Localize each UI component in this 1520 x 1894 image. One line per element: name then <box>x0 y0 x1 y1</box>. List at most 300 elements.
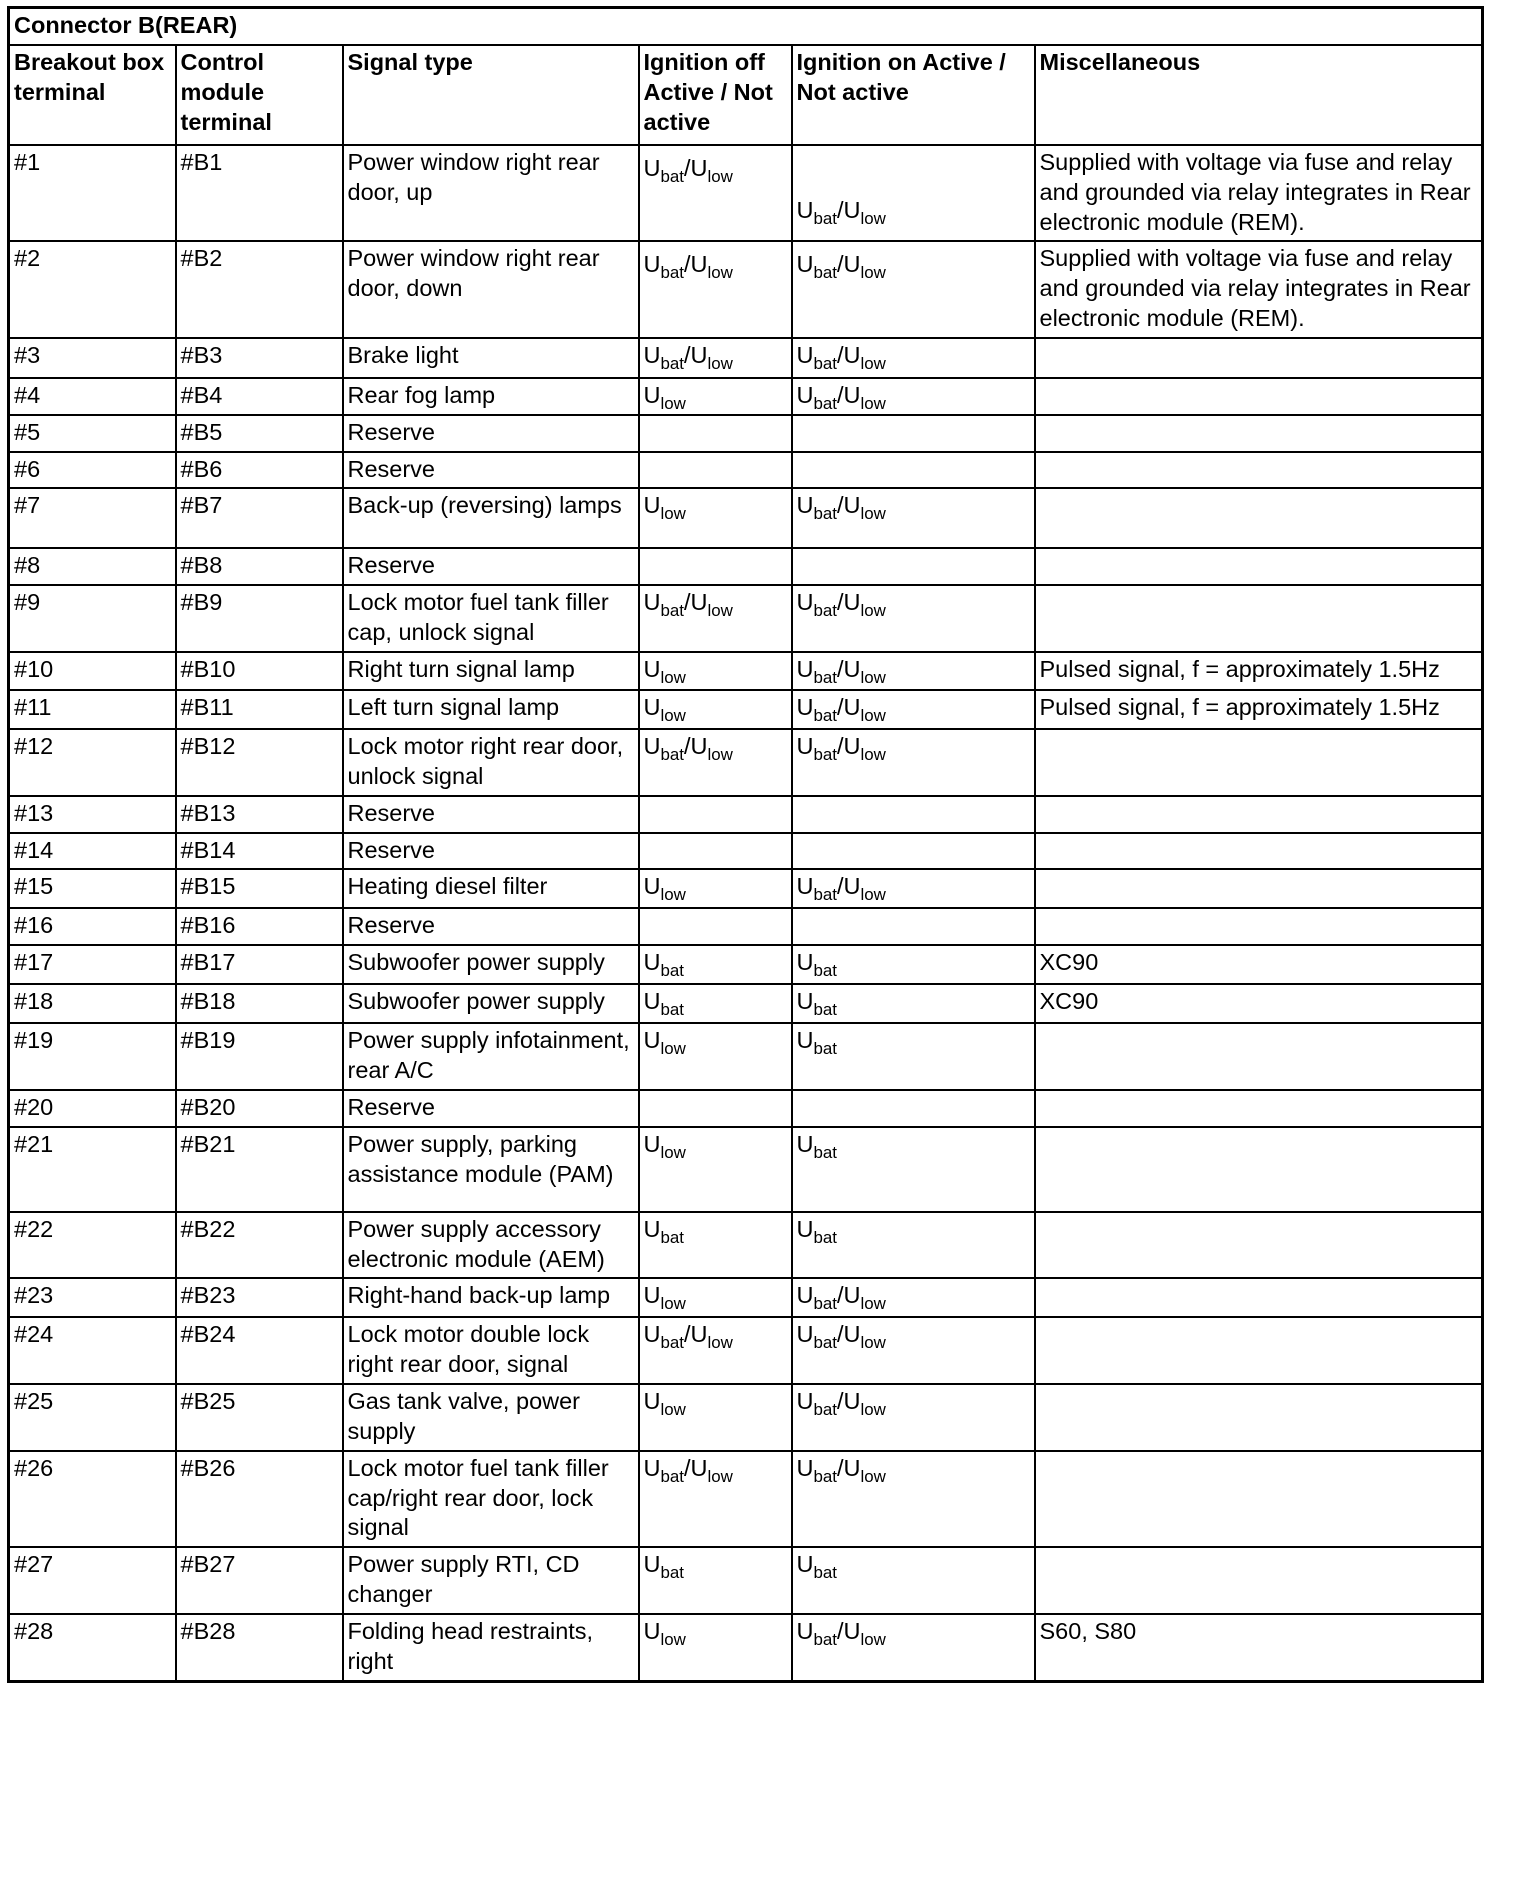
ignition-on-value <box>792 1451 1035 1548</box>
value-separator: / <box>684 589 691 616</box>
value-separator: / <box>837 492 844 519</box>
voltage-subscript: low <box>860 744 886 764</box>
voltage-symbol: U <box>843 1321 861 1348</box>
voltage-symbol: U <box>796 1215 814 1242</box>
voltage-symbol: U <box>690 589 708 616</box>
value-separator: / <box>684 1454 691 1481</box>
ignition-off-value <box>639 145 792 242</box>
voltage-symbol: U <box>643 381 661 408</box>
miscellaneous-cell: XC90 <box>1035 984 1483 1023</box>
breakout-terminal-cell: #17 <box>9 945 176 984</box>
signal-type-cell: Gas tank valve, power supply <box>343 1384 639 1451</box>
voltage-subscript: low <box>860 885 886 905</box>
voltage-subscript: low <box>707 744 733 764</box>
signal-type-cell: Reserve <box>343 415 639 452</box>
voltage-subscript: bat <box>813 1227 837 1247</box>
ignition-off-value <box>639 1090 792 1127</box>
breakout-terminal-cell: #3 <box>9 338 176 378</box>
voltage-subscript: low <box>660 885 686 905</box>
voltage-symbol: U <box>843 341 861 368</box>
breakout-terminal-cell: #12 <box>9 729 176 796</box>
ignition-on-value <box>792 1278 1035 1317</box>
signal-type-cell: Lock motor fuel tank filler cap, unlock signal <box>343 585 639 652</box>
miscellaneous-cell <box>1035 869 1483 908</box>
voltage-symbol: U <box>690 251 708 278</box>
ignition-on-value <box>792 984 1035 1023</box>
control-module-terminal-cell: #B11 <box>176 690 343 729</box>
voltage-subscript: bat <box>813 1000 837 1020</box>
signal-type-cell: Left turn signal lamp <box>343 690 639 729</box>
header-signal-type: Signal type <box>343 45 639 145</box>
voltage-subscript: bat <box>660 263 684 283</box>
control-module-terminal-cell: #B24 <box>176 1317 343 1384</box>
connector-table-container <box>7 6 1481 1683</box>
voltage-subscript: bat <box>813 1142 837 1162</box>
table-row <box>9 1384 1483 1451</box>
header-ignition-off: Ignition off Active / Not active <box>639 45 792 145</box>
voltage-subscript: bat <box>660 1333 684 1353</box>
voltage-subscript: low <box>660 1142 686 1162</box>
miscellaneous-cell: Pulsed signal, f = approximately 1.5Hz <box>1035 690 1483 729</box>
voltage-subscript: low <box>660 1400 686 1420</box>
value-separator: / <box>837 251 844 278</box>
table-row <box>9 1317 1483 1384</box>
value-separator: / <box>837 732 844 759</box>
voltage-symbol: U <box>690 732 708 759</box>
voltage-subscript: bat <box>660 744 684 764</box>
table-row <box>9 1547 1483 1614</box>
miscellaneous-cell <box>1035 1451 1483 1548</box>
voltage-symbol: U <box>843 196 861 223</box>
miscellaneous-cell <box>1035 1127 1483 1212</box>
breakout-terminal-cell: #13 <box>9 796 176 833</box>
voltage-subscript: low <box>660 1294 686 1314</box>
value-separator: / <box>837 196 844 223</box>
breakout-terminal-cell: #4 <box>9 378 176 415</box>
ignition-off-value <box>639 1384 792 1451</box>
voltage-symbol: U <box>796 732 814 759</box>
voltage-symbol: U <box>843 655 861 682</box>
ignition-off-value <box>639 908 792 945</box>
voltage-symbol: U <box>796 1130 814 1157</box>
voltage-symbol: U <box>643 1551 661 1578</box>
table-title-row <box>9 8 1483 45</box>
ignition-on-value <box>792 1317 1035 1384</box>
signal-type-cell: Reserve <box>343 548 639 585</box>
voltage-subscript: bat <box>813 208 837 228</box>
control-module-terminal-cell: #B13 <box>176 796 343 833</box>
miscellaneous-cell: XC90 <box>1035 945 1483 984</box>
voltage-symbol: U <box>643 988 661 1015</box>
miscellaneous-cell <box>1035 548 1483 585</box>
table-row <box>9 945 1483 984</box>
signal-type-cell: Subwoofer power supply <box>343 945 639 984</box>
voltage-subscript: bat <box>813 961 837 981</box>
voltage-subscript: low <box>860 667 886 687</box>
value-separator: / <box>837 655 844 682</box>
signal-type-cell: Power window right rear door, up <box>343 145 639 242</box>
signal-type-cell: Lock motor double lock right rear door, signal <box>343 1317 639 1384</box>
voltage-symbol: U <box>643 341 661 368</box>
voltage-symbol: U <box>643 589 661 616</box>
voltage-symbol: U <box>796 341 814 368</box>
signal-type-cell: Power supply infotainment, rear A/C <box>343 1023 639 1090</box>
voltage-symbol: U <box>843 1388 861 1415</box>
signal-type-cell: Folding head restraints, right <box>343 1614 639 1681</box>
ignition-on-value <box>792 1023 1035 1090</box>
voltage-subscript: bat <box>660 1227 684 1247</box>
voltage-subscript: bat <box>813 601 837 621</box>
voltage-symbol: U <box>643 1282 661 1309</box>
voltage-subscript: low <box>660 504 686 524</box>
table-row <box>9 338 1483 378</box>
breakout-terminal-cell: #2 <box>9 241 176 338</box>
breakout-terminal-cell: #24 <box>9 1317 176 1384</box>
value-separator: / <box>837 381 844 408</box>
voltage-symbol: U <box>796 251 814 278</box>
voltage-subscript: bat <box>813 263 837 283</box>
voltage-symbol: U <box>796 655 814 682</box>
voltage-symbol: U <box>843 1282 861 1309</box>
signal-type-cell: Power supply RTI, CD changer <box>343 1547 639 1614</box>
voltage-symbol: U <box>643 1130 661 1157</box>
value-separator: / <box>684 1321 691 1348</box>
voltage-subscript: bat <box>813 1039 837 1059</box>
voltage-subscript: bat <box>813 1563 837 1583</box>
voltage-symbol: U <box>690 341 708 368</box>
voltage-symbol: U <box>643 949 661 976</box>
voltage-symbol: U <box>796 1551 814 1578</box>
breakout-terminal-cell: #5 <box>9 415 176 452</box>
ignition-on-value <box>792 1384 1035 1451</box>
table-row <box>9 1451 1483 1548</box>
signal-type-cell: Reserve <box>343 1090 639 1127</box>
voltage-subscript: bat <box>813 885 837 905</box>
ignition-off-value <box>639 796 792 833</box>
ignition-off-value <box>639 652 792 690</box>
miscellaneous-cell: Pulsed signal, f = approximately 1.5Hz <box>1035 652 1483 690</box>
header-control-module-terminal: Control module terminal <box>176 45 343 145</box>
miscellaneous-cell <box>1035 1278 1483 1317</box>
voltage-subscript: bat <box>813 353 837 373</box>
voltage-subscript: bat <box>660 1563 684 1583</box>
ignition-on-value <box>792 945 1035 984</box>
table-row <box>9 452 1483 489</box>
table-row <box>9 585 1483 652</box>
voltage-symbol: U <box>796 1282 814 1309</box>
voltage-subscript: low <box>860 208 886 228</box>
ignition-on-value <box>792 548 1035 585</box>
ignition-off-value <box>639 690 792 729</box>
control-module-terminal-cell: #B12 <box>176 729 343 796</box>
voltage-symbol: U <box>643 492 661 519</box>
voltage-symbol: U <box>796 873 814 900</box>
ignition-on-value <box>792 690 1035 729</box>
voltage-subscript: low <box>660 1039 686 1059</box>
breakout-terminal-cell: #10 <box>9 652 176 690</box>
table-row <box>9 488 1483 548</box>
voltage-subscript: bat <box>813 1333 837 1353</box>
signal-type-cell: Reserve <box>343 796 639 833</box>
voltage-symbol: U <box>796 988 814 1015</box>
voltage-symbol: U <box>643 1618 661 1644</box>
voltage-subscript: low <box>860 705 886 725</box>
ignition-on-value <box>792 488 1035 548</box>
voltage-symbol: U <box>796 1618 814 1644</box>
voltage-symbol: U <box>643 1321 661 1348</box>
value-separator: / <box>837 341 844 368</box>
breakout-terminal-cell: #9 <box>9 585 176 652</box>
breakout-terminal-cell: #20 <box>9 1090 176 1127</box>
table-row <box>9 378 1483 415</box>
control-module-terminal-cell: #B10 <box>176 652 343 690</box>
voltage-subscript: bat <box>813 705 837 725</box>
miscellaneous-cell: Supplied with voltage via fuse and relay and grounded via relay integrates in Rear electronic module (REM). <box>1035 241 1483 338</box>
voltage-subscript: low <box>860 1629 886 1649</box>
breakout-terminal-cell: #23 <box>9 1278 176 1317</box>
miscellaneous-cell <box>1035 585 1483 652</box>
voltage-symbol: U <box>796 589 814 616</box>
ignition-on-value <box>792 869 1035 908</box>
table-row <box>9 1212 1483 1279</box>
breakout-terminal-cell: #16 <box>9 908 176 945</box>
value-separator: / <box>684 341 691 368</box>
ignition-on-value <box>792 415 1035 452</box>
breakout-terminal-cell: #11 <box>9 690 176 729</box>
voltage-subscript: low <box>860 393 886 413</box>
table-row <box>9 1614 1483 1681</box>
control-module-terminal-cell: #B16 <box>176 908 343 945</box>
control-module-terminal-cell: #B28 <box>176 1614 343 1681</box>
signal-type-cell: Lock motor right rear door, unlock signal <box>343 729 639 796</box>
signal-type-cell: Power supply accessory electronic module (AEM) <box>343 1212 639 1279</box>
ignition-off-value <box>639 1023 792 1090</box>
table-row <box>9 652 1483 690</box>
voltage-subscript: low <box>660 667 686 687</box>
control-module-terminal-cell: #B5 <box>176 415 343 452</box>
voltage-subscript: low <box>660 1629 686 1649</box>
voltage-symbol: U <box>843 1454 861 1481</box>
signal-type-cell: Heating diesel filter <box>343 869 639 908</box>
control-module-terminal-cell: #B7 <box>176 488 343 548</box>
voltage-symbol: U <box>643 693 661 720</box>
signal-type-cell: Brake light <box>343 338 639 378</box>
voltage-subscript: low <box>660 705 686 725</box>
table-body <box>9 145 1483 1681</box>
control-module-terminal-cell: #B8 <box>176 548 343 585</box>
breakout-terminal-cell: #28 <box>9 1614 176 1681</box>
voltage-symbol: U <box>643 1215 661 1242</box>
voltage-symbol: U <box>643 1027 661 1054</box>
ignition-off-value <box>639 415 792 452</box>
ignition-off-value <box>639 241 792 338</box>
control-module-terminal-cell: #B3 <box>176 338 343 378</box>
ignition-off-value <box>639 1212 792 1279</box>
value-separator: / <box>837 1618 844 1644</box>
miscellaneous-cell <box>1035 908 1483 945</box>
ignition-off-value <box>639 488 792 548</box>
voltage-symbol: U <box>643 251 661 278</box>
signal-type-cell: Lock motor fuel tank filler cap/right rear door, lock signal <box>343 1451 639 1548</box>
ignition-off-value <box>639 984 792 1023</box>
ignition-on-value <box>792 585 1035 652</box>
voltage-symbol: U <box>690 154 708 181</box>
voltage-symbol: U <box>843 1618 861 1644</box>
control-module-terminal-cell: #B22 <box>176 1212 343 1279</box>
voltage-symbol: U <box>796 949 814 976</box>
voltage-symbol: U <box>843 381 861 408</box>
ignition-on-value <box>792 796 1035 833</box>
voltage-symbol: U <box>643 732 661 759</box>
table-row <box>9 548 1483 585</box>
miscellaneous-cell <box>1035 1547 1483 1614</box>
miscellaneous-cell <box>1035 1023 1483 1090</box>
miscellaneous-cell <box>1035 378 1483 415</box>
voltage-subscript: bat <box>660 1000 684 1020</box>
voltage-symbol: U <box>643 1454 661 1481</box>
table-row <box>9 908 1483 945</box>
ignition-off-value <box>639 585 792 652</box>
value-separator: / <box>837 693 844 720</box>
breakout-terminal-cell: #22 <box>9 1212 176 1279</box>
table-row <box>9 145 1483 242</box>
breakout-terminal-cell: #1 <box>9 145 176 242</box>
miscellaneous-cell <box>1035 1212 1483 1279</box>
value-separator: / <box>837 1388 844 1415</box>
voltage-subscript: low <box>860 353 886 373</box>
control-module-terminal-cell: #B19 <box>176 1023 343 1090</box>
breakout-terminal-cell: #14 <box>9 833 176 870</box>
control-module-terminal-cell: #B6 <box>176 452 343 489</box>
control-module-terminal-cell: #B23 <box>176 1278 343 1317</box>
voltage-subscript: low <box>860 1400 886 1420</box>
voltage-symbol: U <box>643 154 661 181</box>
control-module-terminal-cell: #B15 <box>176 869 343 908</box>
signal-type-cell: Reserve <box>343 908 639 945</box>
ignition-on-value <box>792 833 1035 870</box>
miscellaneous-cell <box>1035 452 1483 489</box>
value-separator: / <box>837 1321 844 1348</box>
voltage-subscript: bat <box>813 1466 837 1486</box>
ignition-off-value <box>639 1451 792 1548</box>
voltage-subscript: low <box>707 1466 733 1486</box>
control-module-terminal-cell: #B27 <box>176 1547 343 1614</box>
value-separator: / <box>837 873 844 900</box>
value-separator: / <box>684 251 691 278</box>
voltage-symbol: U <box>796 1027 814 1054</box>
miscellaneous-cell: S60, S80 <box>1035 1614 1483 1681</box>
voltage-subscript: bat <box>813 393 837 413</box>
value-separator: / <box>837 589 844 616</box>
ignition-off-value <box>639 1614 792 1681</box>
ignition-off-value <box>639 1278 792 1317</box>
table-row <box>9 241 1483 338</box>
control-module-terminal-cell: #B17 <box>176 945 343 984</box>
table-row <box>9 690 1483 729</box>
table-row <box>9 415 1483 452</box>
breakout-terminal-cell: #25 <box>9 1384 176 1451</box>
ignition-off-value <box>639 338 792 378</box>
ignition-off-value <box>639 945 792 984</box>
signal-type-cell: Subwoofer power supply <box>343 984 639 1023</box>
control-module-terminal-cell: #B2 <box>176 241 343 338</box>
ignition-on-value <box>792 1212 1035 1279</box>
breakout-terminal-cell: #18 <box>9 984 176 1023</box>
voltage-symbol: U <box>796 693 814 720</box>
voltage-symbol: U <box>843 732 861 759</box>
voltage-subscript: bat <box>660 961 684 981</box>
voltage-symbol: U <box>843 693 861 720</box>
voltage-subscript: low <box>860 1466 886 1486</box>
breakout-terminal-cell: #19 <box>9 1023 176 1090</box>
ignition-off-value <box>639 452 792 489</box>
ignition-on-value <box>792 652 1035 690</box>
voltage-symbol: U <box>796 381 814 408</box>
miscellaneous-cell <box>1035 415 1483 452</box>
value-separator: / <box>684 732 691 759</box>
ignition-on-value <box>792 729 1035 796</box>
voltage-subscript: bat <box>660 601 684 621</box>
ignition-off-value <box>639 833 792 870</box>
control-module-terminal-cell: #B21 <box>176 1127 343 1212</box>
header-miscellaneous: Miscellaneous <box>1035 45 1483 145</box>
ignition-on-value <box>792 241 1035 338</box>
voltage-symbol: U <box>843 589 861 616</box>
control-module-terminal-cell: #B25 <box>176 1384 343 1451</box>
miscellaneous-cell <box>1035 796 1483 833</box>
table-row <box>9 796 1483 833</box>
table-row <box>9 729 1483 796</box>
ignition-on-value <box>792 1614 1035 1681</box>
table-row <box>9 984 1483 1023</box>
signal-type-cell: Rear fog lamp <box>343 378 639 415</box>
voltage-subscript: low <box>707 263 733 283</box>
ignition-on-value <box>792 1090 1035 1127</box>
voltage-subscript: low <box>860 1333 886 1353</box>
ignition-off-value <box>639 1127 792 1212</box>
table-row <box>9 869 1483 908</box>
signal-type-cell: Right-hand back-up lamp <box>343 1278 639 1317</box>
ignition-on-value <box>792 378 1035 415</box>
table-row <box>9 1090 1483 1127</box>
voltage-symbol: U <box>690 1454 708 1481</box>
voltage-symbol: U <box>843 492 861 519</box>
signal-type-cell: Right turn signal lamp <box>343 652 639 690</box>
voltage-symbol: U <box>843 873 861 900</box>
voltage-subscript: low <box>707 353 733 373</box>
ignition-off-value <box>639 548 792 585</box>
ignition-off-value <box>639 729 792 796</box>
breakout-terminal-cell: #15 <box>9 869 176 908</box>
ignition-on-value <box>792 145 1035 242</box>
voltage-subscript: low <box>707 1333 733 1353</box>
control-module-terminal-cell: #B18 <box>176 984 343 1023</box>
miscellaneous-cell <box>1035 1384 1483 1451</box>
voltage-subscript: bat <box>813 667 837 687</box>
voltage-symbol: U <box>796 492 814 519</box>
voltage-subscript: bat <box>813 1629 837 1649</box>
ignition-on-value <box>792 1127 1035 1212</box>
miscellaneous-cell <box>1035 1090 1483 1127</box>
breakout-terminal-cell: #7 <box>9 488 176 548</box>
signal-type-cell: Power supply, parking assistance module (PAM) <box>343 1127 639 1212</box>
voltage-subscript: bat <box>813 504 837 524</box>
voltage-symbol: U <box>643 655 661 682</box>
miscellaneous-cell: Supplied with voltage via fuse and relay and grounded via relay integrates in Rear electronic module (REM). <box>1035 145 1483 242</box>
table-row <box>9 1278 1483 1317</box>
miscellaneous-cell <box>1035 833 1483 870</box>
ignition-off-value <box>639 1547 792 1614</box>
